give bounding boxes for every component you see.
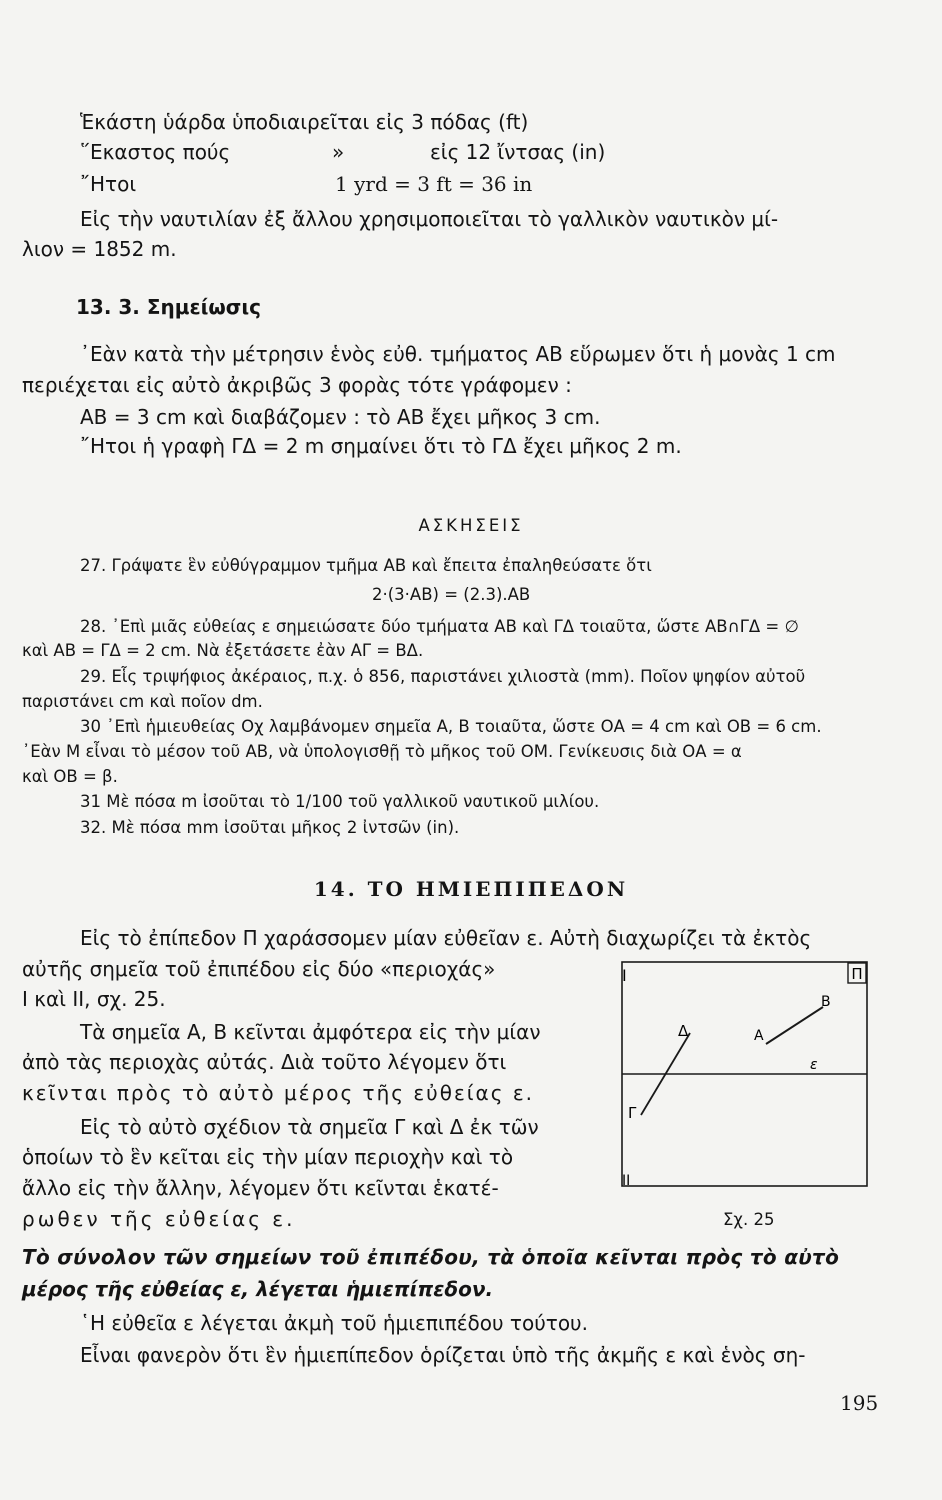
exercise-27: 27. Γράψατε ἓν εὐθύγραμμον τμῆμα ΑΒ καὶ ἔπειτα ἐπαληθεύσατε ὅτι xyxy=(80,556,652,575)
unit-line-equiv-label: ῎Ητοι xyxy=(80,172,137,196)
unit-line-foot-label: ῞Εκαστος πούς xyxy=(80,140,231,164)
region-label-1: Ι xyxy=(622,966,627,985)
exercise-30-line-3: καὶ ΟΒ = β. xyxy=(22,767,118,786)
note-line-4: ῎Ητοι ἡ γραφὴ ΓΔ = 2 m σημαίνει ὅτι τὸ ΓΔ ἔχει μῆκος 2 m. xyxy=(80,434,682,458)
exercise-29-line-2: παριστάνει cm καὶ ποῖον dm. xyxy=(22,692,263,711)
halfplane-para3-line1: Εἰς τὸ αὐτὸ σχέδιον τὰ σημεῖα Γ καὶ Δ ἐκ τῶν xyxy=(80,1115,539,1139)
halfplane-para2-line1: Τὰ σημεῖα Α, Β κεῖνται ἀμφότερα εἰς τὴν μίαν xyxy=(80,1020,541,1044)
figure-25 xyxy=(618,960,876,1212)
exercise-29-line-1: 29. Εἷς τριψήφιος ἀκέραιος, π.χ. ὁ 856, παριστάνει χιλιοστὰ (mm). Ποῖον ψηφίον αὐτοῦ xyxy=(80,667,806,686)
note-line-3: ΑΒ = 3 cm καὶ διαβάζομεν : τὸ ΑΒ ἔχει μῆκος 3 cm. xyxy=(80,405,601,429)
exercise-30-line-1: 30 ᾿Επὶ ἡμιευθείας Οχ λαμβάνομεν σημεῖα Α, Β τοιαῦτα, ὥστε ΟΑ = 4 cm καὶ ΟΒ = 6 cm. xyxy=(80,717,822,736)
exercises-heading: ΑΣΚΗΣΕΙΣ xyxy=(418,516,524,535)
exercise-27-formula: 2·(3·ΑΒ) = (2.3).ΑΒ xyxy=(372,585,531,604)
point-label-b: Β xyxy=(821,994,831,1010)
point-label-g: Γ xyxy=(628,1104,637,1122)
edge-definition: ῾Η εὐθεῖα ε λέγεται ἀκμὴ τοῦ ἡμιεπιπέδου τούτου. xyxy=(80,1311,588,1335)
plane-label: Π xyxy=(851,965,863,983)
note-line-2: περιέχεται εἰς αὐτὸ ἀκριβῶς 3 φορὰς τότε γράφομεν : xyxy=(22,373,572,397)
exercise-28-line-2: καὶ ΑΒ = ΓΔ = 2 cm. Νὰ ἐξετάσετε ἐὰν ΑΓ = ΒΔ. xyxy=(22,641,424,660)
ditto-mark: » xyxy=(332,140,345,164)
exercise-28-line-1: 28. ᾿Επὶ μιᾶς εὐθείας ε σημειώσατε δύο τμήματα ΑΒ καὶ ΓΔ τοιαῦτα, ὥστε ΑΒ∩ΓΔ = ∅ xyxy=(80,617,799,636)
nautical-mile-line-2: λιον = 1852 m. xyxy=(22,237,177,261)
page-number: 195 xyxy=(840,1391,879,1415)
nautical-mile-line-1: Εἰς τὴν ναυτιλίαν ἐξ ἄλλου χρησιμοποιεῖται τὸ γαλλικὸν ναυτικὸν μί- xyxy=(80,207,779,231)
point-label-d: Δ xyxy=(678,1022,689,1040)
halfplane-para3-line2: ὁποίων τὸ ἓν κεῖται εἰς τὴν μίαν περιοχὴν καὶ τὸ xyxy=(22,1145,514,1169)
halfplane-para1-line2: αὐτῆς σημεῖα τοῦ ἐπιπέδου εἰς δύο «περιοχάς» xyxy=(22,957,496,981)
halfplane-para2-line2: ἀπὸ τὰς περιοχὰς αὐτάς. Διὰ τοῦτο λέγομεν ὅτι xyxy=(22,1050,507,1074)
definition-line-2: μέρος τῆς εὐθείας ε, λέγεται ἡμιεπίπεδον. xyxy=(22,1277,494,1301)
line-label-epsilon: ε xyxy=(810,1057,818,1073)
exercise-30-line-2: ᾿Εὰν Μ εἶναι τὸ μέσον τοῦ ΑΒ, νὰ ὑπολογισθῇ τὸ μῆκος τοῦ ΟΜ. Γενίκευσις διὰ ΟΑ = α xyxy=(22,742,742,761)
halfplane-para2-line3: κεῖνται πρὸς τὸ αὐτὸ μέρος τῆς εὐθείας ε. xyxy=(22,1081,534,1105)
unit-line-equiv-formula: 1 yrd = 3 ft = 36 in xyxy=(335,172,533,196)
note-line-1: ᾿Εὰν κατὰ τὴν μέτρησιν ἑνὸς εὐθ. τμήματος ΑΒ εὕρωμεν ὅτι ἡ μονὰς 1 cm xyxy=(80,342,836,366)
region-label-2: ΙΙ xyxy=(622,1173,631,1189)
exercise-32: 32. Μὲ πόσα mm ἰσοῦται μῆκος 2 ἰντσῶν (in). xyxy=(80,818,460,837)
section-heading-14: 14. ΤΟ ΗΜΙΕΠΙΠΕΔΟΝ xyxy=(313,877,629,901)
halfplane-para3-line4: ρωθεν τῆς εὐθείας ε. xyxy=(22,1207,296,1231)
unit-line-foot-value: εἰς 12 ἴντσας (in) xyxy=(430,140,606,164)
section-heading-13-3: 13. 3. Σημείωσις xyxy=(76,295,262,319)
halfplane-determined: Εἶναι φανερὸν ὅτι ἓν ἡμιεπίπεδον ὁρίζεται ὑπὸ τῆς ἀκμῆς ε καὶ ἑνὸς ση- xyxy=(80,1343,806,1367)
definition-line-1: Τὸ σύνολον τῶν σημείων τοῦ ἐπιπέδου, τὰ ὁποῖα κεῖνται πρὸς τὸ αὐτὸ xyxy=(22,1245,840,1269)
halfplane-para1-line1: Εἰς τὸ ἐπίπεδον Π χαράσσομεν μίαν εὐθεῖαν ε. Αὐτὴ διαχωρίζει τὰ ἐκτὸς xyxy=(80,926,812,950)
exercise-31: 31 Μὲ πόσα m ἰσοῦται τὸ 1/100 τοῦ γαλλικοῦ ναυτικοῦ μιλίου. xyxy=(80,792,600,811)
figure-caption: Σχ. 25 xyxy=(723,1210,775,1229)
unit-line-yard: Ἑκάστη ὑάρδα ὑποδιαιρεῖται εἰς 3 πόδας (ft) xyxy=(80,110,529,134)
segment-ab xyxy=(766,1007,823,1044)
halfplane-para3-line3: ἄλλο εἰς τὴν ἄλλην, λέγομεν ὅτι κεῖνται ἑκατέ- xyxy=(22,1176,499,1200)
point-label-a: Α xyxy=(754,1028,764,1044)
halfplane-para1-line3: Ι καὶ ΙΙ, σχ. 25. xyxy=(22,987,166,1011)
